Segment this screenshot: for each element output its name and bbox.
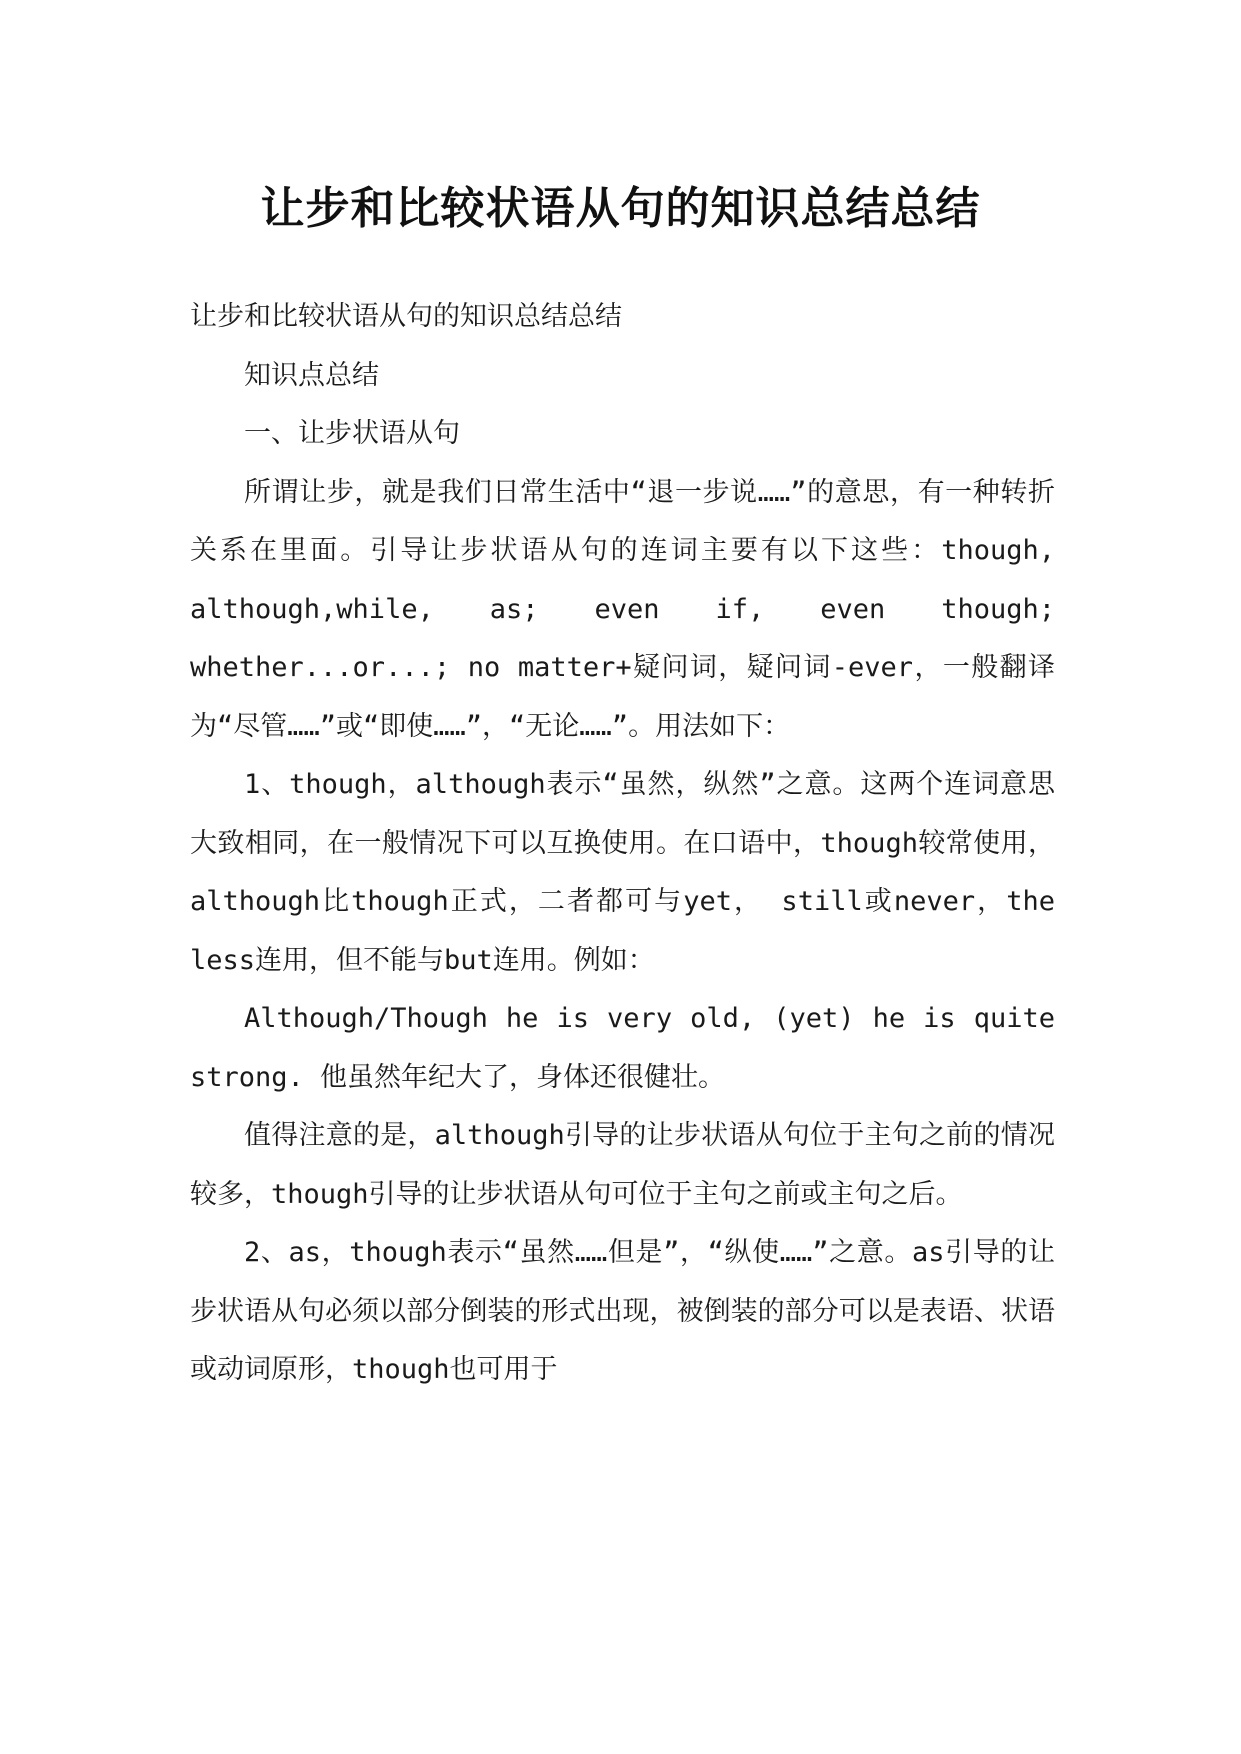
paragraph-point-2: 2、as，though表示“虽然……但是”，“纵使……”之意。as引导的让步状语从句必须以部分倒装的形式出现，被倒装的部分可以是表语、状语或动词原形，though也可用于 — [190, 1237, 1055, 1385]
paragraph-heading-repeat: 让步和比较状语从句的知识总结总结 — [190, 301, 622, 332]
paragraph-section-label: 知识点总结 — [244, 359, 379, 391]
document-title: 让步和比较状语从句的知识总结总结 — [260, 183, 981, 235]
paragraph-intro: 所谓让步，就是我们日常生活中“退一步说……”的意思，有一种转折关系在里面。引导让步状语从句的连词主要有以下这些：though, although,while, as; even if, even though; whether...or...; no matter+疑问词，疑问词-ever，一般翻译为“尽管……”或“即使……”，“无论……”。用法如下： — [190, 476, 1055, 742]
paragraph-note: 值得注意的是，although引导的让步状语从句位于主句之前的情况较多，though引导的让步状语从句可位于主句之前或主句之后。 — [190, 1120, 1055, 1210]
document-body — [190, 288, 1055, 1400]
paragraph-section-heading: 一、让步状语从句 — [244, 418, 460, 449]
paragraph-point-1: 1、though，although表示“虽然，纵然”之意。这两个连词意思大致相同，在一般情况下可以互换使用。在口语中，though较常使用，although比though正式，二者都可与yet， still或never，the less连用，但不能与but连用。例如： — [190, 769, 1055, 976]
paragraph-example: Although/Though he is very old, (yet) he is quite strong. 他虽然年纪大了，身体还很健壮。 — [190, 1003, 1055, 1093]
